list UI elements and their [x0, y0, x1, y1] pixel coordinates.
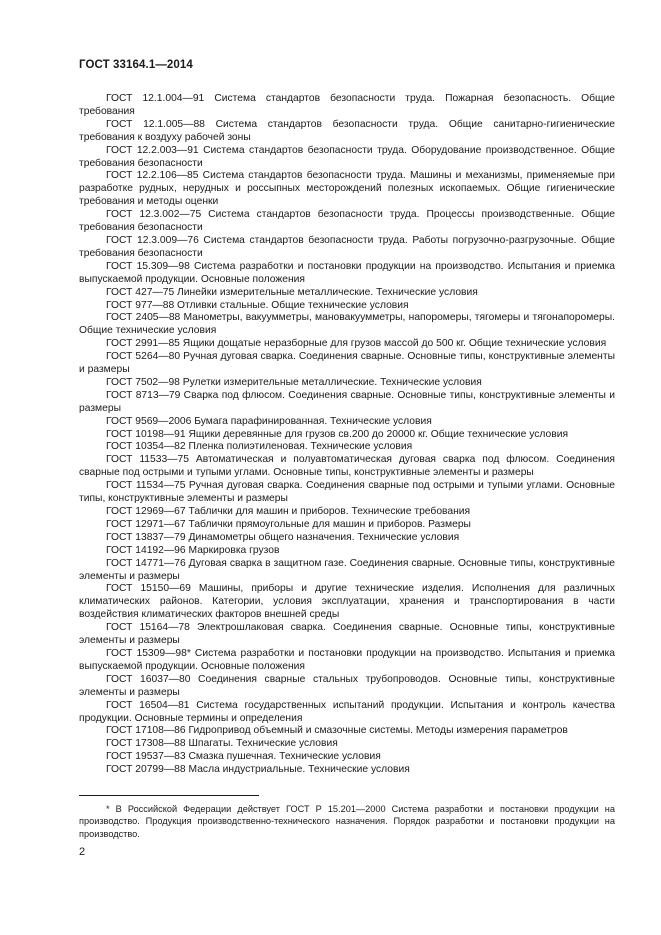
reference-item: ГОСТ 20799—88 Масла индустриальные. Технические условия [106, 764, 410, 776]
reference-item: ГОСТ 7502—98 Рулетки измерительные металлические. Технические условия [106, 376, 482, 388]
reference-item: ГОСТ 19537—83 Смазка пушечная. Технические условия [106, 751, 381, 763]
reference-item: ГОСТ 12.1.005—88 Система стандартов безопасности труда. Общие санитарно-гигиенические требования к воздуху рабочей зоны [79, 118, 615, 143]
reference-item: ГОСТ 12971—67 Таблички прямоугольные для машин и приборов. Размеры [106, 518, 471, 530]
reference-item: ГОСТ 15.309—98 Система разработки и постановки продукции на производство. Испытания и приемка выпускаемой продукции. Основные положения [79, 260, 615, 285]
reference-item: ГОСТ 5264—80 Ручная дуговая сварка. Соединения сварные. Основные типы, конструктивные элементы и размеры [79, 351, 615, 376]
reference-item: ГОСТ 12.2.003—91 Система стандартов безопасности труда. Оборудование производственное. Общие требования безопасности [79, 144, 615, 169]
reference-item: ГОСТ 13837—79 Динамометры общего назначения. Технические условия [106, 531, 460, 543]
reference-item: ГОСТ 16504—81 Система государственных испытаний продукции. Испытания и контроль качества продукции. Основные термины и определения [79, 699, 615, 724]
reference-item: ГОСТ 12.3.002—75 Система стандартов безопасности труда. Процессы производственные. Общие требования безопасности [79, 209, 615, 234]
reference-item: ГОСТ 17108—86 Гидропривод объемный и смазочные системы. Методы измерения параметров [106, 725, 568, 737]
reference-item: ГОСТ 12.2.106—85 Система стандартов безопасности труда. Машины и механизмы, применяемые при разработке рудных, нерудных и россыпных месторождений полезных ископаемых. Общие гигиенические требования и методы оценки [79, 170, 615, 208]
reference-item: ГОСТ 14771—76 Дуговая сварка в защитном газе. Соединения сварные. Основные типы, конструктивные элементы и размеры [79, 557, 615, 582]
reference-item: ГОСТ 8713—79 Сварка под флюсом. Соединения сварные. Основные типы, конструктивные элементы и размеры [79, 389, 615, 414]
reference-item: ГОСТ 977—88 Отливки стальные. Общие технические условия [106, 299, 409, 311]
reference-item: ГОСТ 12.1.004—91 Система стандартов безопасности труда. Пожарная безопасность. Общие требования [79, 93, 615, 117]
reference-item: ГОСТ 11534—75 Ручная дуговая сварка. Соединения сварные под острыми и тупыми углами. Основные типы, конструктивные элементы и размеры [79, 480, 615, 505]
footnote: * В Российской Федерации действует ГОСТ Р 15.201—2000 Система разработки и постановки продукции на производство. Продукция производственно-технического назначения. Порядок разработки и постановки продукции на производство. [79, 804, 615, 839]
reference-item: ГОСТ 12.3.009—76 Система стандартов безопасности труда. Работы погрузочно-разгрузочные. Общие требования безопасности [79, 234, 615, 259]
reference-item: ГОСТ 11533—75 Автоматическая и полуавтоматическая дуговая сварка под флюсом. Соединения сварные под острыми и тупыми углами. Основные типы, конструктивные элементы и размеры [79, 454, 615, 479]
reference-item: ГОСТ 427—75 Линейки измерительные металлические. Технические условия [106, 286, 478, 298]
reference-item: ГОСТ 15150—69 Машины, приборы и другие технические изделия. Исполнения для различных климатических районов. Категории, условия эксплуатации, хранения и транспортирования в части воздействия климатических факторов внешней среды [79, 583, 615, 621]
reference-item: ГОСТ 2991—85 Ящики дощатые неразборные для грузов массой до 500 кг. Общие технические условия [106, 338, 607, 350]
page-number: 2 [79, 846, 86, 858]
reference-item: ГОСТ 14192—96 Маркировка грузов [106, 544, 280, 556]
reference-item: ГОСТ 10198—91 Ящики деревянные для грузов св.200 до 20000 кг. Общие технические условия [106, 428, 569, 440]
reference-item: ГОСТ 9569—2006 Бумага парафинированная. Технические условия [106, 415, 432, 427]
reference-item: ГОСТ 16037—80 Соединения сварные стальных трубопроводов. Основные типы, конструктивные элементы и размеры [79, 673, 615, 698]
reference-item: ГОСТ 12969—67 Таблички для машин и приборов. Технические требования [106, 506, 471, 517]
document-code-header: ГОСТ 33164.1—2014 [79, 59, 193, 71]
footnote-separator [79, 795, 259, 796]
reference-item: ГОСТ 10354—82 Пленка полиэтиленовая. Технические условия [106, 441, 413, 453]
normative-references-list [79, 93, 615, 777]
reference-item: ГОСТ 17308—88 Шпагаты. Технические условия [106, 738, 338, 750]
reference-item: ГОСТ 15309—98* Система разработки и постановки продукции на производство. Испытания и приемка выпускаемой продукции. Основные положения [79, 647, 615, 672]
reference-item: ГОСТ 2405—88 Манометры, вакуумметры, мановакуумметры, напоромеры, тягомеры и тягонапоромеры. Общие технические условия [79, 312, 615, 337]
reference-item: ГОСТ 15164—78 Электрошлаковая сварка. Соединения сварные. Основные типы, конструктивные элементы и размеры [79, 622, 615, 647]
